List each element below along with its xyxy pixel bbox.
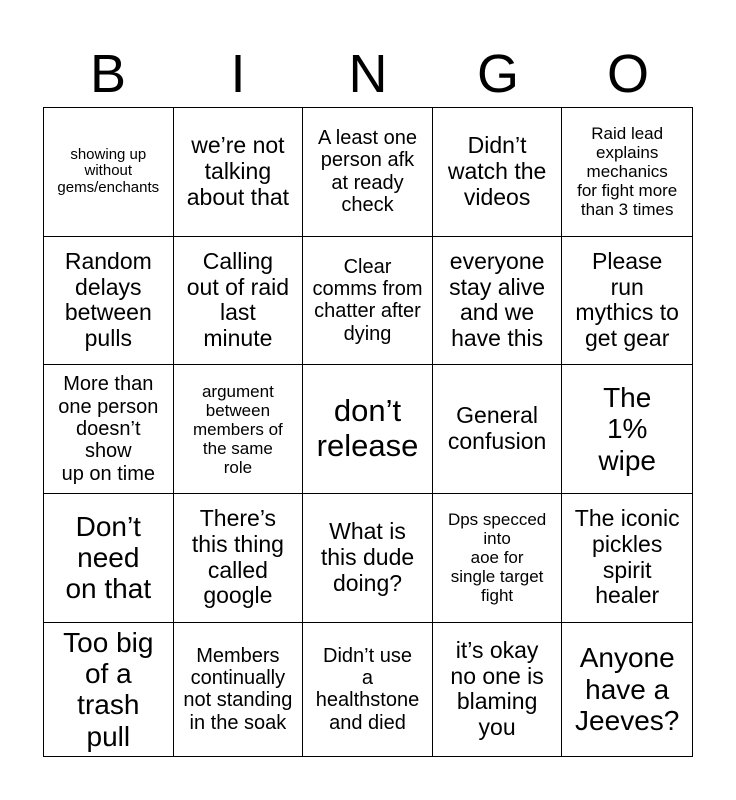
header-letter-o: O (606, 44, 649, 104)
bingo-cell[interactable]: it’s okay no one is blaming you (433, 623, 563, 756)
bingo-cell[interactable]: argument between members of the same role (174, 365, 304, 494)
header-letter-n: N (348, 44, 388, 104)
header-letter-i: I (230, 44, 246, 104)
bingo-cell-free-space[interactable]: don’t release (303, 365, 433, 494)
bingo-cell[interactable]: Please run mythics to get gear (562, 237, 692, 366)
bingo-cell[interactable]: General confusion (433, 365, 563, 494)
bingo-cell[interactable]: we’re not talking about that (174, 108, 304, 237)
bingo-cell[interactable]: There’s this thing called google (174, 494, 304, 623)
bingo-cell[interactable]: Didn’t watch the videos (433, 108, 563, 237)
bingo-cell[interactable]: What is this dude doing? (303, 494, 433, 623)
bingo-cell[interactable]: Dps specced into aoe for single target fight (433, 494, 563, 623)
header-letter-g: G (476, 44, 519, 104)
bingo-cell[interactable]: Raid lead explains mechanics for fight more than 3 times (562, 108, 692, 237)
bingo-header (43, 40, 693, 108)
bingo-cell[interactable]: Members continually not standing in the soak (174, 623, 304, 756)
bingo-board (43, 107, 693, 757)
bingo-cell[interactable]: Calling out of raid last minute (174, 237, 304, 366)
header-letter-b: B (89, 44, 127, 104)
bingo-cell[interactable]: showing up without gems/enchants (44, 108, 174, 237)
bingo-cell[interactable]: A least one person afk at ready check (303, 108, 433, 237)
bingo-cell[interactable]: The 1% wipe (562, 365, 692, 494)
bingo-cell[interactable]: The iconic pickles spirit healer (562, 494, 692, 623)
bingo-cell[interactable]: More than one person doesn’t show up on time (44, 365, 174, 494)
bingo-cell[interactable]: Didn’t use a healthstone and died (303, 623, 433, 756)
bingo-cell[interactable]: Clear comms from chatter after dying (303, 237, 433, 366)
bingo-cell[interactable]: Random delays between pulls (44, 237, 174, 366)
bingo-cell[interactable]: everyone stay alive and we have this (433, 237, 563, 366)
bingo-cell[interactable]: Anyone have a Jeeves? (575, 642, 680, 736)
bingo-cell[interactable]: Don’t need on that (44, 494, 174, 623)
bingo-cell[interactable]: Too big of a trash pull (44, 623, 174, 756)
